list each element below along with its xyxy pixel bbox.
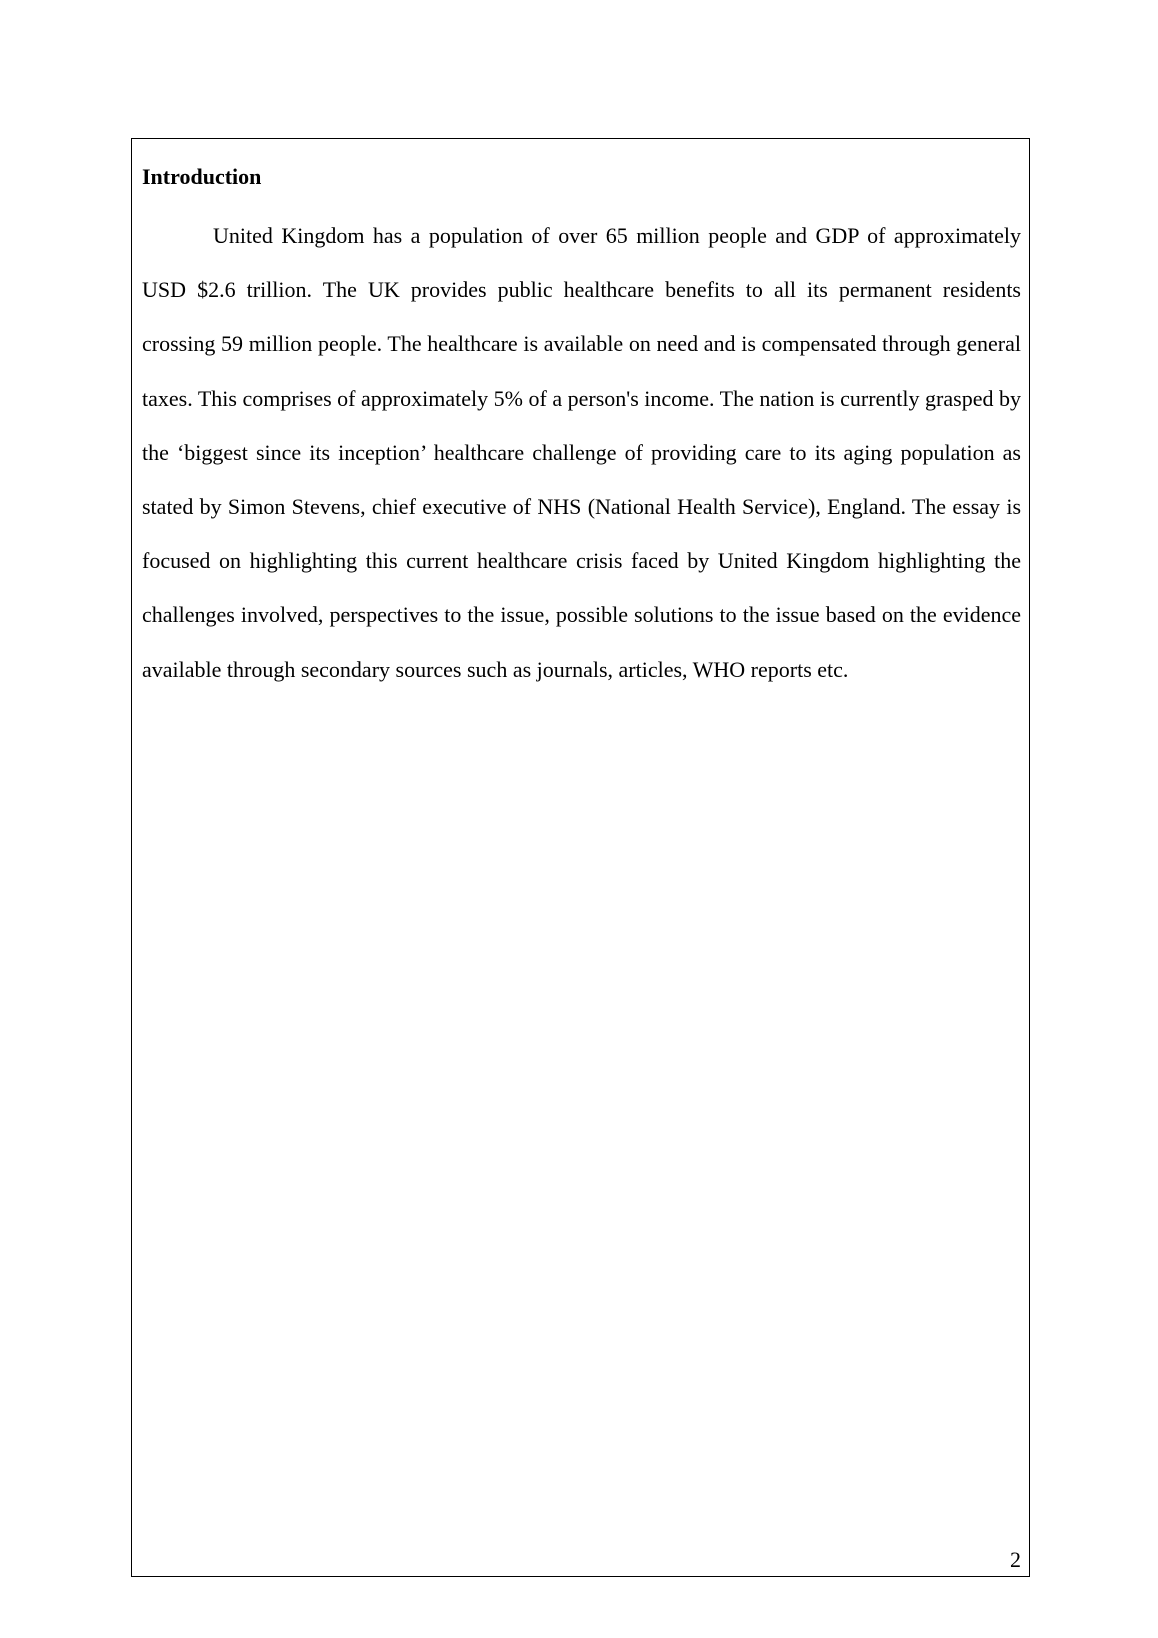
- section-heading: Introduction: [142, 164, 262, 189]
- page-frame: [131, 138, 1030, 1577]
- page-number: 2: [1010, 1547, 1021, 1572]
- introduction-paragraph: United Kingdom has a population of over 65 million people and GDP of approximately USD $2.6 trillion. The UK provides public healthcare benefits to all its permanent residents crossing 59 million people. The healthcare is available on need and is compensated through general taxes. This comprises of approximately 5% of a person's income. The nation is currently grasped by the ‘biggest since its inception’ healthcare challenge of providing care to its aging population as stated by Simon Stevens, chief executive of NHS (National Health Service), England. The essay is focused on highlighting this current healthcare crisis faced by United Kingdom highlighting the challenges involved, perspectives to the issue, possible solutions to the issue based on the evidence available through secondary sources such as journals, articles, WHO reports etc.: [142, 223, 1021, 682]
